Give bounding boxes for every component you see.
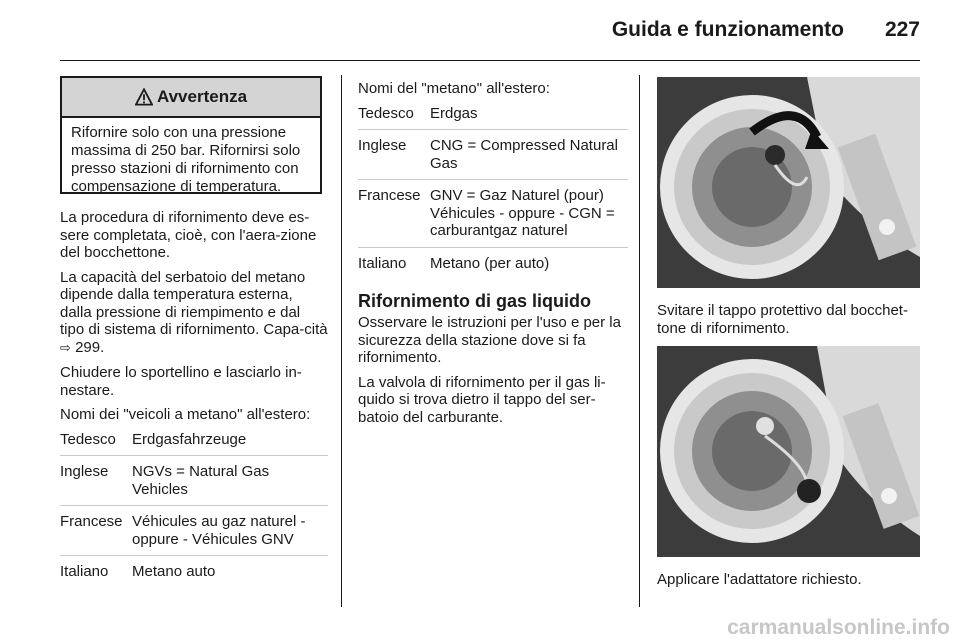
- language-cell: Tedesco: [60, 424, 132, 456]
- paragraph-venting: La procedura di rifornimento deve es-sere completata, cioè, con l'aera-zione del bocchettone.: [60, 209, 317, 261]
- language-cell: Inglese: [358, 130, 430, 180]
- warning-title: Avvertenza: [156, 87, 248, 106]
- term-cell: NGVs = Natural Gas Vehicles: [132, 456, 328, 506]
- caption-apply-adapter: Applicare l'adattatore richiesto.: [657, 571, 862, 588]
- table-row: [358, 130, 628, 180]
- page-header-title: Guida e funzionamento: [611, 18, 844, 41]
- vehicle-names-table: [60, 424, 328, 588]
- term-cell: Erdgasfahrzeuge: [132, 424, 328, 456]
- caption-unscrew-cap: Svitare il tappo protettivo dal bocchet-tone di rifornimento.: [657, 302, 908, 337]
- language-cell: Italiano: [358, 254, 407, 272]
- term-cell: Erdgas: [430, 98, 628, 130]
- table-row: [358, 98, 628, 130]
- table-row: [358, 180, 628, 248]
- paragraph-valve-location: La valvola di rifornimento per il gas li-quido si trova dietro il tappo del ser-batoio del carburante.: [358, 373, 606, 426]
- warning-text: Rifornire solo con una pressione massima di 250 bar. Rifornirsi solo presso stazioni di rifornimento con compensazione di temperatura.: [71, 124, 301, 195]
- gas-names-table: [358, 98, 628, 280]
- paragraph-instructions: Osservare le istruzioni per l'uso e per la sicurezza della stazione dove si fa rifornimento.: [358, 314, 621, 366]
- watermark: carmanualsonline.info: [727, 616, 950, 639]
- warning-header: [62, 78, 320, 118]
- language-cell: Italiano: [60, 563, 109, 580]
- term-cell: Metano (per auto): [430, 254, 550, 272]
- left-column: [60, 209, 328, 588]
- gas-names-heading: Nomi del "metano" all'estero:: [358, 80, 550, 97]
- term-cell: Metano auto: [132, 563, 216, 580]
- photo-apply-adapter: [657, 346, 920, 557]
- page-reference-arrow-icon: ⇨: [60, 340, 71, 356]
- section-title: Rifornimento di gas liquido: [358, 291, 591, 311]
- language-cell: Francese: [358, 180, 430, 248]
- language-cell: Francese: [60, 506, 132, 556]
- photo-unscrew-cap: [657, 77, 920, 288]
- paragraph-capacity: La capacità del serbatoio del metano dipende dalla temperatura esterna, dalla pressione di riempimento e dal tipo di sistema di rifornimento. Capa-cità ⇨ 299.: [60, 268, 328, 356]
- page-reference-link[interactable]: 299.: [75, 338, 105, 356]
- language-cell: Tedesco: [358, 98, 430, 130]
- table-row: [358, 247, 628, 279]
- term-cell: CNG = Compressed Natural Gas: [430, 130, 628, 180]
- table-row: [60, 456, 328, 506]
- language-cell: Inglese: [60, 456, 132, 506]
- warning-box: [60, 76, 322, 194]
- table-row: [60, 506, 328, 556]
- term-cell: GNV = Gaz Naturel (pour) Véhicules - oppure - CGN = carburantgaz naturel: [430, 180, 628, 248]
- warning-triangle-icon: [135, 88, 153, 106]
- header-rule: [60, 60, 920, 61]
- vehicle-names-heading: Nomi dei "veicoli a metano" all'estero:: [60, 406, 311, 423]
- paragraph-close-flap: Chiudere lo sportellino e lasciarlo in-nestare.: [60, 364, 302, 399]
- term-cell: Véhicules au gaz naturel - oppure - Véhicules GNV: [132, 506, 328, 556]
- column-divider-right: [639, 75, 640, 607]
- middle-column: [358, 80, 628, 433]
- table-row: [60, 424, 328, 456]
- column-divider-left: [341, 75, 342, 607]
- table-row: [60, 556, 328, 588]
- page-number: 227: [884, 18, 920, 41]
